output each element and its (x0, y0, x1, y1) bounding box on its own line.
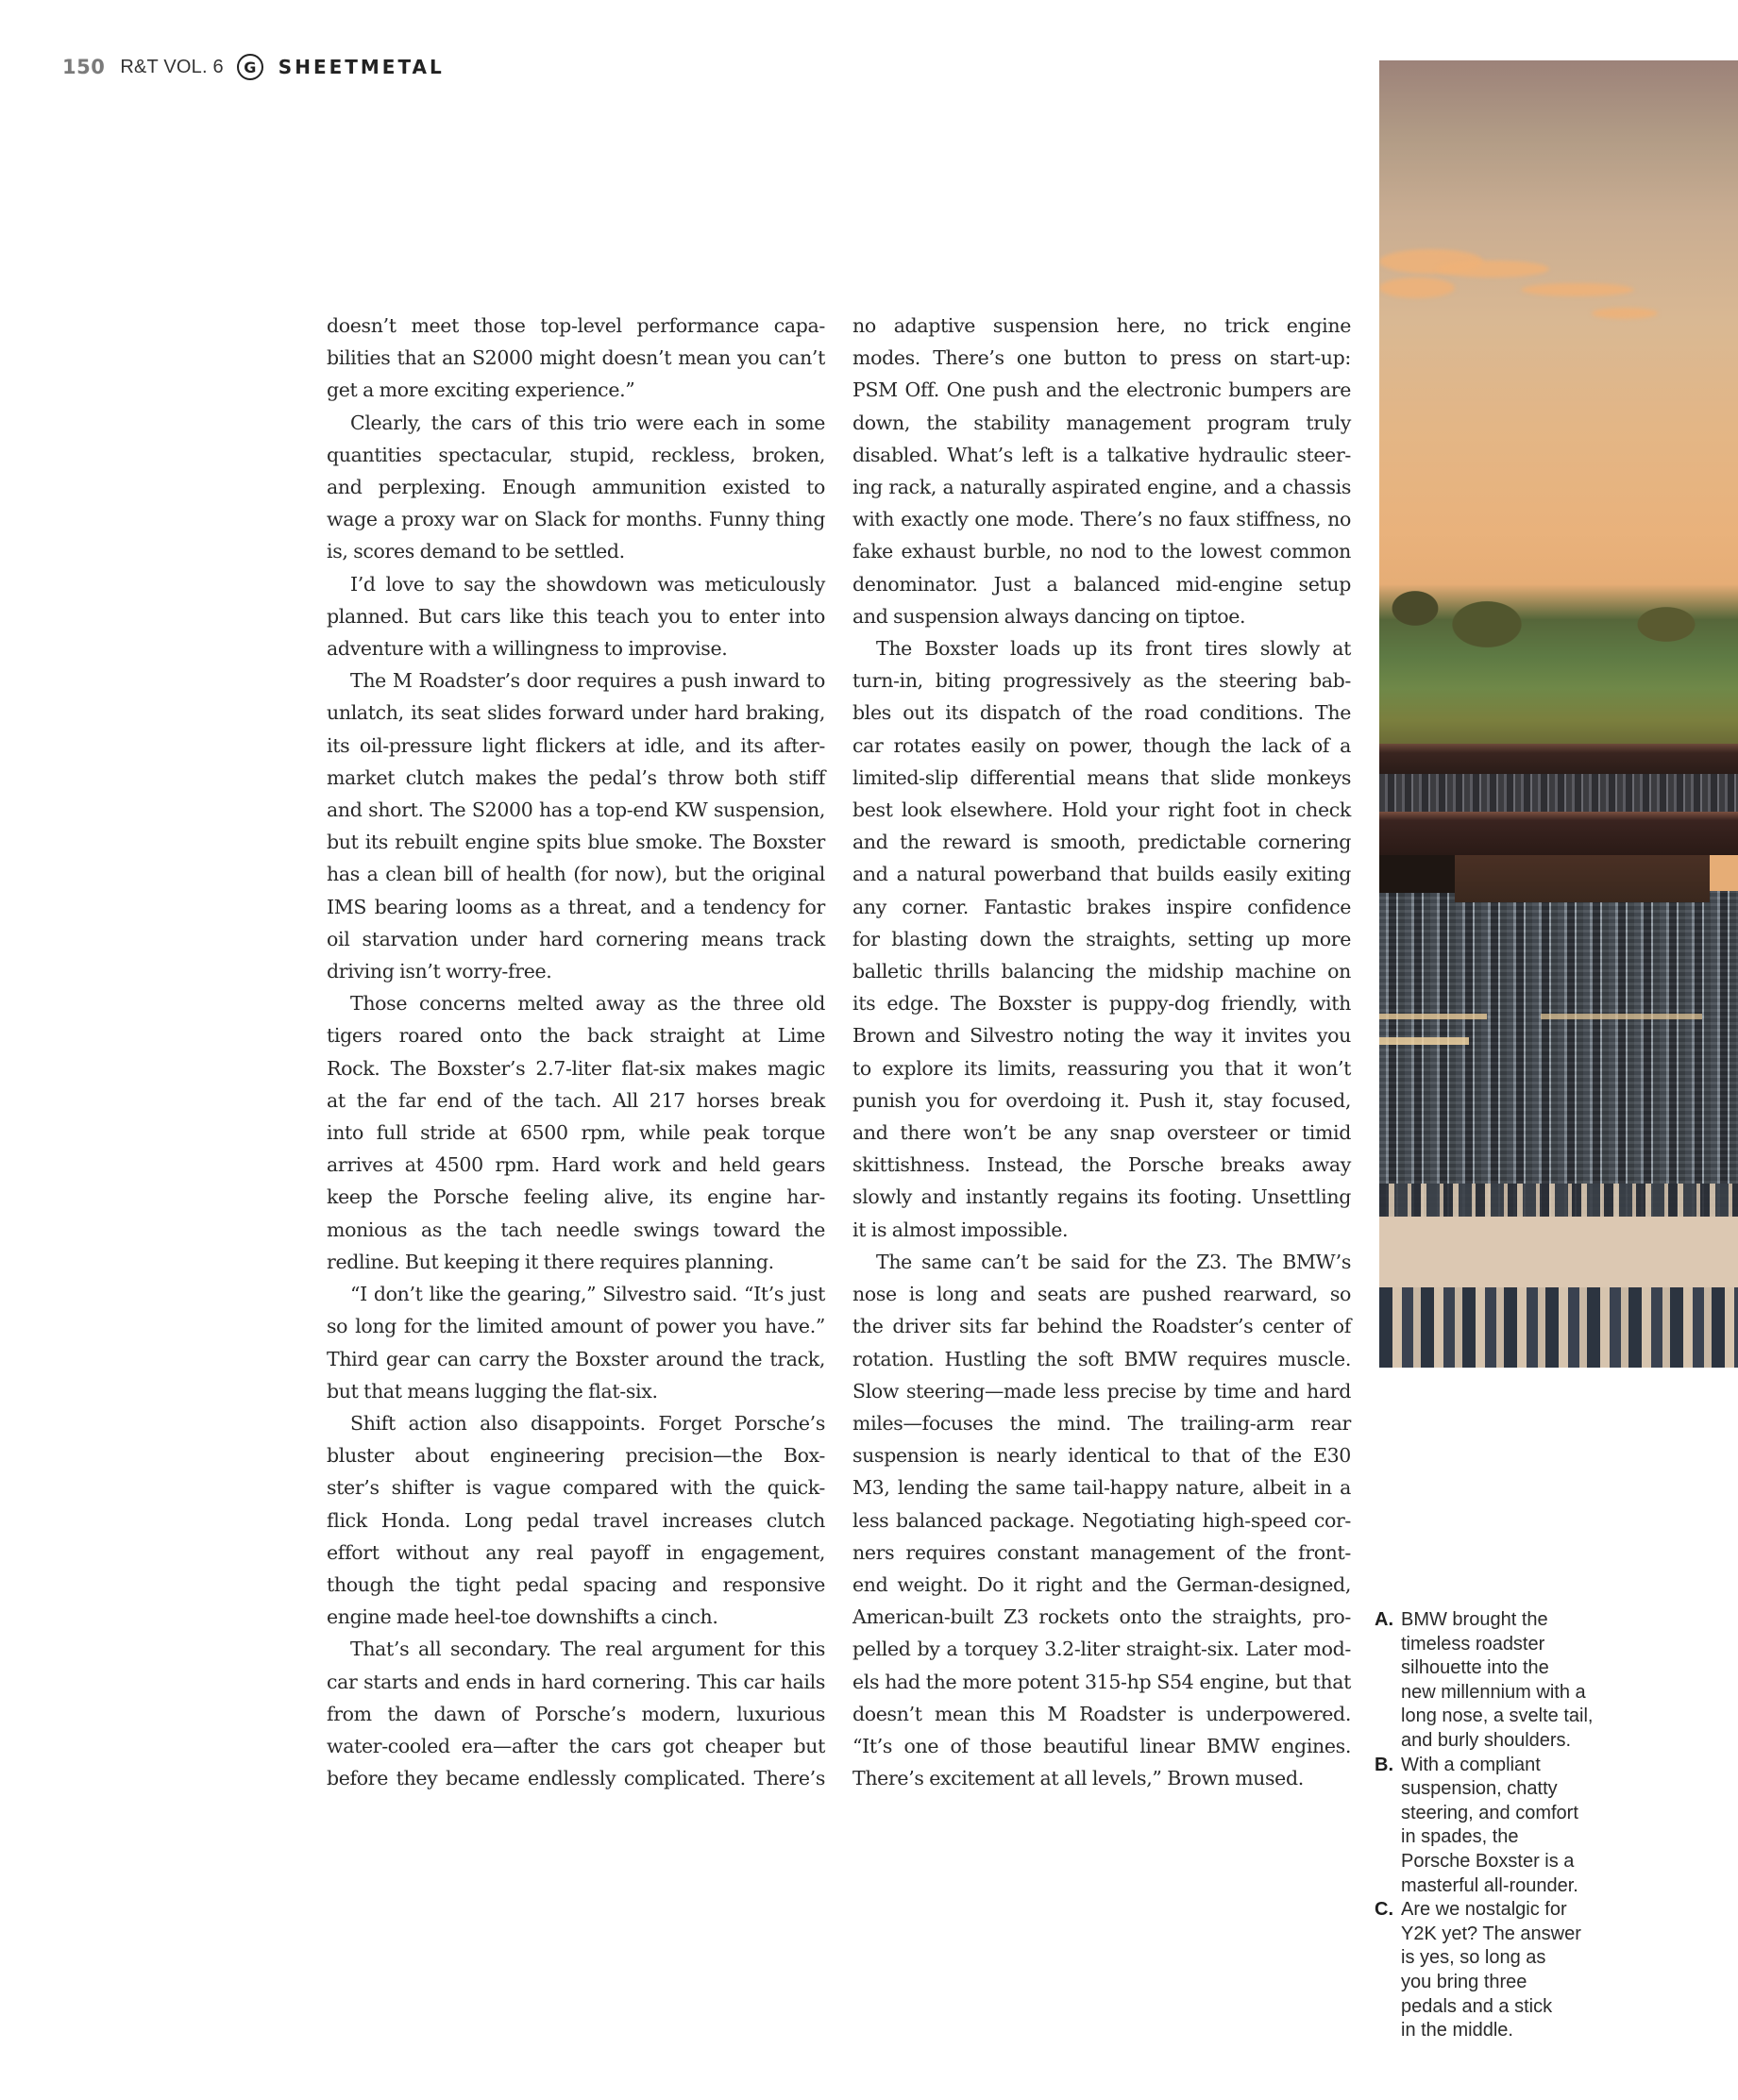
text-line: Those concerns melted away as the three old (350, 992, 825, 1016)
text-line: limited-slip differential means that slide monkeys (852, 765, 1351, 789)
text-line: any corner. Fantastic brakes inspire confidence (852, 895, 1351, 918)
text-line: and perplexing. Enough ammunition existed to (327, 476, 825, 499)
photo-captions (1375, 1608, 1620, 2043)
text-line: its oil-pressure light flickers at idle, and its after- (327, 733, 825, 757)
page-folio (62, 53, 445, 81)
text-line: modes. There’s one button to press on start-up: (852, 346, 1351, 370)
text-line: to explore its limits, reassuring you that it won’t (852, 1056, 1351, 1080)
text-line: before they became endlessly complicated. There’s (327, 1767, 825, 1790)
text-line: PSM Off. One push and the electronic bumpers are (852, 378, 1351, 402)
caption-b (1375, 1754, 1620, 1899)
text-line: get a more exciting experience.” (327, 378, 635, 402)
text-line: oil starvation under hard cornering means track (327, 927, 825, 950)
paragraph (852, 1246, 1351, 1794)
text-line: so long for the limited amount of power you have.” (327, 1315, 825, 1338)
text-line: but that means lugging the flat-six. (327, 1379, 658, 1403)
text-line: slowly and instantly regains its footing. Unsettling (852, 1185, 1351, 1209)
text-line: and a natural powerband that builds easily exiting (852, 863, 1351, 886)
section-emblem-icon: G (237, 54, 263, 80)
paragraph (327, 987, 825, 1278)
paragraph (327, 1633, 825, 1794)
text-line: arrives at 4500 rpm. Hard work and held gears (327, 1153, 825, 1177)
text-line: unlatch, its seat slides forward under hard braking, (327, 701, 825, 725)
section-title: SHEETMETAL (278, 56, 445, 78)
railroad-tie (1455, 855, 1710, 902)
caption-letter: C. (1375, 1899, 1393, 1921)
caption-text: Are we nostalgic for Y2K yet? The answer is yes, so long as you bring three pedals and a stick in the middle. (1401, 1899, 1581, 2041)
paragraph (327, 664, 825, 987)
water-reflection (1379, 1217, 1738, 1287)
body-column-2 (852, 310, 1351, 1794)
text-line: water-cooled era—after the cars got cheaper but (327, 1734, 825, 1757)
text-line: redline. But keeping it there requires planning. (327, 1250, 774, 1273)
text-line: Shift action also disappoints. Forget Porsche’s (350, 1411, 825, 1435)
paragraph (327, 1278, 825, 1407)
paragraph (327, 407, 825, 568)
paragraph (327, 568, 825, 665)
text-line: no adaptive suspension here, no trick engine (852, 314, 1351, 337)
text-line: disabled. What’s left is a talkative hydraulic steer- (852, 443, 1351, 466)
text-line: denominator. Just a balanced mid-engine setup (852, 572, 1351, 596)
text-line: That’s all secondary. The real argument for this (350, 1638, 825, 1661)
text-line: the driver sits far behind the Roadster’s center of (852, 1315, 1351, 1338)
text-line: adventure with a willingness to improvise. (327, 637, 728, 661)
text-line: quantities spectacular, stupid, reckless, broken, (327, 443, 825, 466)
text-line: flick Honda. Long pedal travel increases clutch (327, 1508, 825, 1532)
text-line: M3, lending the same tail-happy nature, albeit in a (852, 1476, 1351, 1500)
cloud (1592, 308, 1658, 319)
text-line: tigers roared onto the back straight at Lime (327, 1024, 825, 1048)
rail-far (1379, 744, 1738, 774)
text-line: and short. The S2000 has a top-end KW suspension, (327, 798, 825, 822)
light-glint (1379, 1037, 1738, 1045)
text-line: fake exhaust burble, no nod to the lowest common (852, 540, 1351, 563)
text-line: The M Roadster’s door requires a push inward to (350, 669, 825, 693)
body-column-1 (327, 310, 825, 1794)
text-line: ster’s shifter is vague compared with the quick- (327, 1476, 825, 1500)
text-line: it is almost impossible. (852, 1218, 1069, 1241)
text-line: end weight. Do it right and the German-designed, (852, 1572, 1351, 1596)
text-line: American-built Z3 rockets onto the straights, pro- (852, 1605, 1351, 1629)
foreground-gravel (1379, 1287, 1738, 1368)
text-line: has a clean bill of health (for now), but the original (327, 863, 825, 886)
text-line: driving isn’t worry-free. (327, 960, 552, 983)
gravel-bed (1379, 891, 1738, 1217)
text-line: wage a proxy war on Slack for months. Funny thing (327, 508, 825, 531)
paragraph (327, 1407, 825, 1633)
text-line: keep the Porsche feeling alive, its engine har- (327, 1185, 825, 1209)
text-line: skittishness. Instead, the Porsche breaks away (852, 1153, 1351, 1177)
paragraph (852, 310, 1351, 632)
text-line: suspension is nearly identical to that of the E30 (852, 1444, 1351, 1468)
text-line: I’d love to say the showdown was meticulously (350, 572, 825, 596)
text-line: and the reward is smooth, predictable cornering (852, 831, 1351, 854)
text-line: down, the stability management program truly (852, 411, 1351, 434)
text-line: ners requires constant management of the front- (852, 1540, 1351, 1564)
text-line: punish you for overdoing it. Push it, stay focused, (852, 1088, 1351, 1112)
caption-text: With a compliant suspension, chatty steering, and comfort in spades, the Porsche Boxster is a masterful all-rounder. (1401, 1754, 1578, 1896)
text-line: doesn’t meet those top-level performance capa- (327, 314, 825, 337)
text-line: turn-in, biting progressively as the steering bab- (852, 669, 1351, 693)
shoreline-gravel (1379, 1184, 1738, 1221)
text-line: pelled by a torquey 3.2-liter straight-six. Later mod- (852, 1638, 1351, 1661)
text-line: Rock. The Boxster’s 2.7-liter flat-six makes magic (327, 1056, 825, 1080)
text-line: planned. But cars like this teach you to enter into (327, 604, 825, 628)
text-line: Third gear can carry the Boxster around the track, (327, 1347, 825, 1370)
cloud (1379, 277, 1455, 298)
caption-letter: B. (1375, 1754, 1393, 1775)
text-line: doesn’t mean this M Roadster is underpowered. (852, 1702, 1351, 1725)
text-line: nose is long and seats are pushed rearward, so (852, 1283, 1351, 1306)
text-line: Slow steering—made less precise by time and hard (852, 1379, 1351, 1403)
text-line: with exactly one mode. There’s no faux stiffness, no (852, 508, 1351, 531)
text-line: best look elsewhere. Hold your right foot in check (852, 798, 1351, 822)
issue-label: R&T VOL. 6 (120, 56, 224, 77)
text-line: and suspension always dancing on tiptoe. (852, 604, 1246, 628)
text-line: but its rebuilt engine spits blue smoke. The Boxster (327, 831, 825, 854)
text-line: bilities that an S2000 might doesn’t mean you can’t (327, 346, 825, 370)
text-line: from the dawn of Porsche’s modern, luxurious (327, 1702, 825, 1725)
text-line: bluster about engineering precision—the Box- (327, 1444, 825, 1468)
text-line: car rotates easily on power, though the lack of a (852, 733, 1351, 757)
text-line: Clearly, the cars of this trio were each in some (350, 411, 825, 434)
text-line: There’s excitement at all levels,” Brown mused. (852, 1767, 1304, 1790)
text-line: IMS bearing looms as a threat, and a tendency for (327, 895, 825, 918)
text-line: miles—focuses the mind. The trailing-arm rear (852, 1411, 1351, 1435)
caption-letter: A. (1375, 1609, 1393, 1630)
text-line: for blasting down the straights, setting up more (852, 927, 1351, 950)
caption-a (1375, 1608, 1620, 1754)
text-line: engine made heel-toe downshifts a cinch. (327, 1605, 718, 1629)
text-line: and there won’t be any snap oversteer or timid (852, 1121, 1351, 1145)
caption-text: BMW brought the timeless roadster silhouette into the new millennium with a long nose, a svelte tail, and burly shoulders. (1401, 1609, 1594, 1751)
tie-shadow (1379, 855, 1455, 893)
text-line: car starts and ends in hard cornering. This car hails (327, 1670, 825, 1693)
text-line: bles out its dispatch of the road conditions. The (852, 701, 1351, 725)
tree-line (1379, 584, 1738, 745)
paragraph (852, 632, 1351, 1246)
text-line: ing rack, a naturally aspirated engine, and a chassis (852, 476, 1351, 499)
text-line: market clutch makes the pedal’s throw both stiff (327, 765, 825, 789)
text-line: into full stride at 6500 rpm, while peak torque (327, 1121, 825, 1145)
text-line: “It’s one of those beautiful linear BMW engines. (852, 1734, 1351, 1757)
page-number: 150 (62, 56, 106, 78)
rail-near (1379, 812, 1738, 855)
cloud (1521, 283, 1634, 296)
caption-c (1375, 1898, 1620, 2043)
text-line: “I don’t like the gearing,” Silvestro said. “It’s just (350, 1283, 825, 1306)
text-line: at the far end of the tach. All 217 horses break (327, 1088, 825, 1112)
light-glint (1379, 1014, 1738, 1019)
text-line: Brown and Silvestro noting the way it invites you (852, 1024, 1351, 1048)
text-line: monious as the tach needle swings toward the (327, 1218, 825, 1241)
text-line: The Boxster loads up its front tires slowly at (876, 637, 1351, 661)
text-line: els had the more potent 315-hp S54 engine, but that (852, 1670, 1351, 1693)
text-line: effort without any real payoff in engagement, (327, 1540, 825, 1564)
cloud (1436, 260, 1549, 277)
feature-photo (1379, 60, 1738, 1368)
text-line: balletic thrills balancing the midship machine on (852, 960, 1351, 983)
text-line: The same can’t be said for the Z3. The BMW’s (876, 1250, 1351, 1273)
text-line: less balanced package. Negotiating high-speed cor- (852, 1508, 1351, 1532)
text-line: though the tight pedal spacing and responsive (327, 1572, 825, 1596)
ballast-strip (1379, 774, 1738, 812)
text-line: is, scores demand to be settled. (327, 540, 625, 563)
text-line: rotation. Hustling the soft BMW requires muscle. (852, 1347, 1351, 1370)
paragraph (327, 310, 825, 407)
text-line: its edge. The Boxster is puppy-dog friendly, with (852, 992, 1351, 1016)
